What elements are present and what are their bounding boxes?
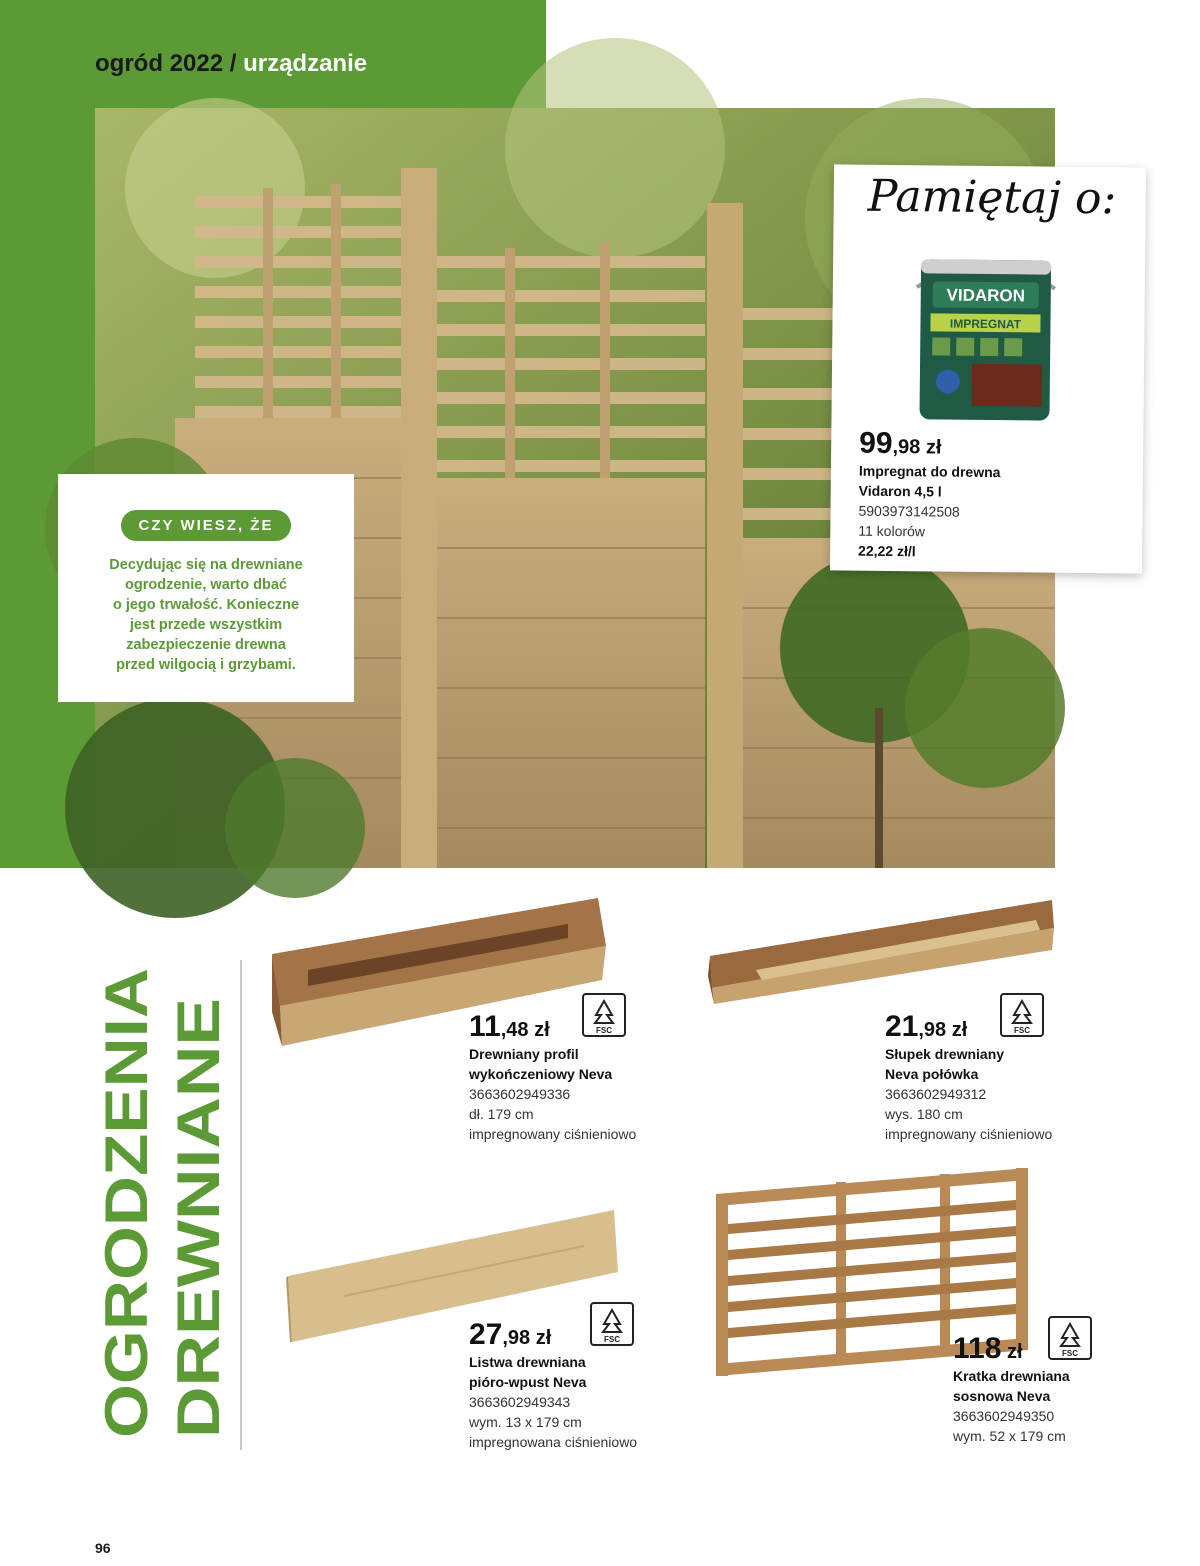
- product-board: [469, 1318, 637, 1452]
- product-detail: impregnowany ciśnieniowo: [469, 1126, 637, 1142]
- product-detail: dł. 179 cm: [469, 1106, 534, 1122]
- header-subsection: urządzanie: [243, 50, 368, 77]
- product-name-line: Kratka drewniana: [953, 1368, 1070, 1384]
- price-main: 21: [885, 1010, 919, 1043]
- product-detail: wym. 52 x 179 cm: [953, 1428, 1066, 1444]
- remember-name-line: Vidaron 4,5 l: [858, 482, 942, 500]
- remember-ean: 5903973142508: [858, 502, 960, 520]
- page-header: [95, 50, 367, 78]
- did-you-know-line: ogrodzenie, warto dbać: [125, 577, 287, 593]
- product-profile: [469, 1010, 636, 1144]
- product-lattice: [953, 1332, 1070, 1446]
- price-decimal: ,98 zł: [918, 1019, 968, 1041]
- did-you-know-line: o jego trwałość. Konieczne: [112, 597, 300, 613]
- product-name-line: pióro-wpust Neva: [469, 1374, 587, 1390]
- header-separator: /: [229, 50, 237, 77]
- did-you-know-line: Decydując się na drewniane: [109, 557, 303, 573]
- remember-price: [859, 427, 1001, 462]
- product-price: [469, 1010, 636, 1044]
- vertical-title-line-2: DREWNIANE: [165, 1068, 232, 1438]
- product-ean: 3663602949336: [469, 1086, 571, 1102]
- product-post: [885, 1010, 1052, 1144]
- remember-name-line: Impregnat do drewna: [858, 462, 1001, 481]
- product-ean: 3663602949312: [885, 1086, 987, 1102]
- did-you-know-line: jest przede wszystkim: [129, 617, 283, 633]
- price-decimal: ,98 zł: [892, 436, 942, 459]
- product-name-line: Listwa drewniana: [469, 1354, 586, 1370]
- fsc-label: FSC: [1062, 1349, 1078, 1358]
- did-you-know-text: [76, 555, 336, 675]
- impregnat-can-image: [909, 247, 1061, 424]
- price-decimal: ,48 zł: [500, 1019, 550, 1041]
- price-main: 11: [469, 1010, 501, 1043]
- product-name-line: sosnowa Neva: [953, 1388, 1051, 1404]
- price-decimal: zł: [1001, 1341, 1023, 1363]
- did-you-know-box: [58, 474, 354, 702]
- remember-card: [830, 164, 1146, 573]
- vertical-divider: [240, 960, 242, 1450]
- product-name-line: Drewniany profil: [469, 1046, 579, 1062]
- page-number: 96: [95, 1540, 111, 1556]
- product-ean: 3663602949343: [469, 1394, 571, 1410]
- price-main: 27: [469, 1318, 503, 1351]
- remember-unit-price: 22,22 zł/l: [858, 542, 916, 560]
- fsc-label: FSC: [596, 1026, 612, 1035]
- fsc-label: FSC: [1014, 1026, 1030, 1035]
- product-detail: impregnowany ciśnieniowo: [885, 1126, 1053, 1142]
- product-price: [953, 1332, 1070, 1366]
- did-you-know-label: CZY WIESZ, ŻE: [121, 510, 292, 541]
- remember-title: Pamiętaj o:: [867, 170, 1117, 225]
- price-main: 118: [953, 1332, 1002, 1365]
- remember-product-info: [858, 427, 1001, 562]
- header-section: ogród 2022: [95, 50, 224, 77]
- remember-colors: 11 kolorów: [858, 522, 926, 540]
- post-product-image: [706, 896, 1056, 1006]
- price-main: 99: [859, 426, 893, 461]
- vertical-section-title: [93, 960, 232, 1450]
- price-decimal: ,98 zł: [502, 1327, 552, 1349]
- product-price: [469, 1318, 637, 1352]
- product-name-line: Słupek drewniany: [885, 1046, 1005, 1062]
- did-you-know-line: zabezpieczenie drewna: [126, 637, 286, 653]
- can-brand: VIDARON: [946, 285, 1026, 306]
- product-detail: wym. 13 x 179 cm: [469, 1414, 582, 1430]
- vertical-title-line-1: OGRODZENIA: [93, 1031, 160, 1438]
- product-detail: wys. 180 cm: [885, 1106, 963, 1122]
- can-label: IMPREGNAT: [949, 316, 1022, 332]
- product-name-line: Neva połówka: [885, 1066, 979, 1082]
- product-price: [885, 1010, 1052, 1044]
- fsc-label: FSC: [604, 1335, 620, 1344]
- product-detail: impregnowana ciśnieniowo: [469, 1434, 638, 1450]
- did-you-know-line: przed wilgocią i grzybami.: [116, 657, 296, 673]
- product-name-line: wykończeniowy Neva: [469, 1066, 613, 1082]
- product-ean: 3663602949350: [953, 1408, 1055, 1424]
